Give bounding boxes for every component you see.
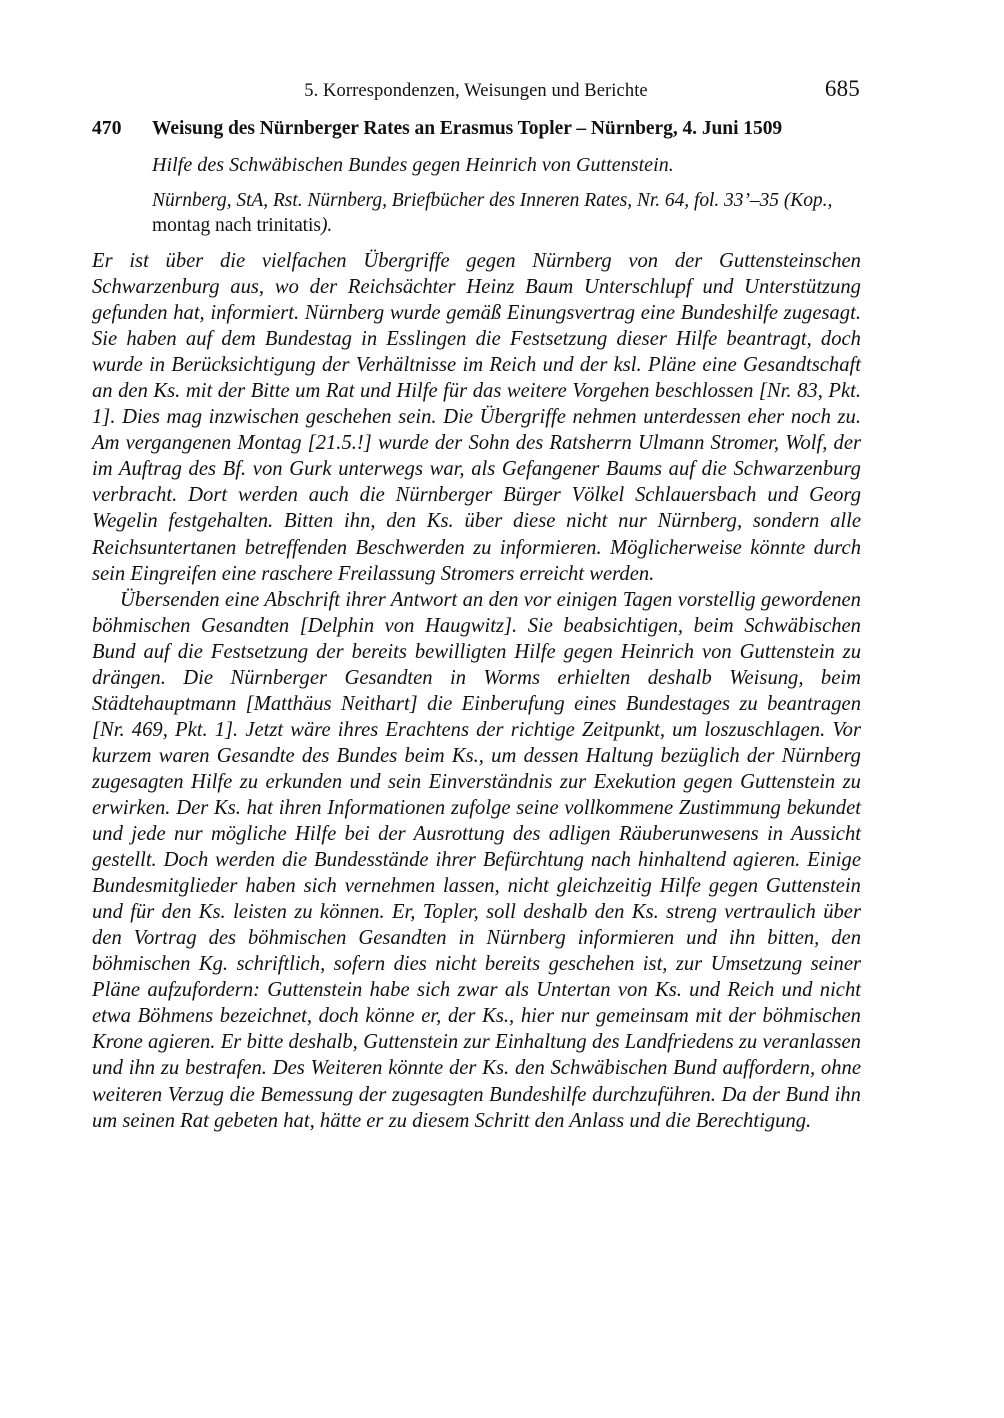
page-number: 685 xyxy=(824,76,860,101)
entry-heading xyxy=(92,118,860,140)
entry-regest: Hilfe des Schwäbischen Bundes gegen Heinrich von Guttenstein. xyxy=(152,154,674,176)
source-archive-reference: Nürnberg, StA, Rst. Nürnberg, Briefbücher des Inneren Rates, Nr. 64, fol. 33’–35 (Kop., xyxy=(152,190,833,211)
running-header xyxy=(92,76,860,102)
body-paragraph: Er ist über die vielfachen Übergriffe gegen Nürnberg von der Guttensteinschen Schwarzenburg aus, wo der Reichsächter Heinz Baum Unterschlupf und Unterstützung gefunden hat, informiert. Nürnberg wurde gemäß Einungsvertrag eine Bundeshilfe zugesagt. Sie haben auf dem Bundestag in Esslingen die Festsetzung dieser Hilfe beantragt, doch wurde in Berücksichtigung der Verhältnisse im Reich und der ksl. Pläne eine Gesandtschaft an den Ks. mit der Bitte um Rat und Hilfe für das weitere Vorgehen beschlossen [Nr. 83, Pkt. 1]. Dies mag inzwischen geschehen sein. Die Übergriffe nehmen unterdessen eher noch zu. Am vergangenen Montag [21.5.!] wurde der Sohn des Ratsherrn Ulmann Stromer, Wolf, der im Auftrag des Bf. von Gurk unterwegs war, als Gefangener Baums auf die Schwarzenburg verbracht. Dort werden auch die Nürnberger Bürger Völkel Schlauersbach und Georg Wegelin festgehalten. Bitten ihn, den Ks. über diese nicht nur Nürnberg, sondern alle Reichsuntertanen betreffenden Beschwerden zu informieren. Möglicherweise könnte durch sein Eingreifen eine raschere Freilassung Stromers erreicht werden. xyxy=(92,250,861,585)
entry-title: Weisung des Nürnberger Rates an Erasmus Topler – Nürnberg, 4. Juni 1509 xyxy=(152,118,783,139)
entry-number: 470 xyxy=(92,118,122,139)
source-citation xyxy=(152,188,868,238)
source-dating-clause: montag nach trinitatis xyxy=(152,215,321,236)
running-header-title: 5. Korrespondenzen, Weisungen und Berichte xyxy=(304,81,648,101)
body-paragraph: Übersenden eine Abschrift ihrer Antwort an den vor einigen Tagen vorstellig gewordenen böhmischen Gesandten [Delphin von Haugwitz]. Sie beabsichtigen, beim Schwäbischen Bund auf die Festsetzung der bereits bewilligten Hilfe gegen Heinrich von Guttenstein zu drängen. Die Nürnberger Gesandten in Worms erhielten deshalb Weisung, beim Städtehauptmann [Matthäus Neithart] die Einberufung eines Bundestages zu beantragen [Nr. 469, Pkt. 1]. Jetzt wäre ihres Erachtens der richtige Zeitpunkt, um loszuschlagen. Vor kurzem waren Gesandte des Bundes beim Ks., um dessen Haltung bezüglich der Nürnberg zugesagten Hilfe zu erkunden und sein Einverständnis zur Exekution gegen Guttenstein zu erwirken. Der Ks. hat ihren Informationen zufolge seine vollkommene Zustimmung bekundet und jede nur mögliche Hilfe bei der Ausrottung des adligen Räuberunwesens in Aussicht gestellt. Doch werden die Bundesstände ihrer Befürchtung nach hinhaltend agieren. Einige Bundesmitglieder haben sich vernehmen lassen, nicht gleichzeitig Hilfe gegen Guttenstein und für den Ks. leisten zu können. Er, Topler, soll deshalb den Ks. streng vertraulich über den Vortrag des böhmischen Gesandten in Nürnberg informieren und ihn bitten, den böhmischen Kg. schriftlich, sofern dies nicht bereits geschehen ist, zur Umsetzung seiner Pläne aufzufordern: Guttenstein habe sich zwar als Untertan von Ks. und Reich und nicht etwa Böhmens bezeichnet, doch könne er, der Ks., hier nur gemeinsam mit der böhmischen Krone agieren. Er bitte deshalb, Guttenstein zur Einhaltung des Landfriedens zu veranlassen und ihn zu bestrafen. Des Weiteren könnte der Ks. den Schwäbischen Bund auffordern, ohne weiteren Verzug die Bemessung der zugesagten Bundeshilfe durchzuführen. Da der Bund ihn um seinen Rat gebeten hat, hätte er zu diesem Schritt den Anlass und die Berechtigung. xyxy=(92,588,861,1132)
source-closing-paren: ). xyxy=(320,215,333,236)
entry-body xyxy=(92,248,861,1134)
